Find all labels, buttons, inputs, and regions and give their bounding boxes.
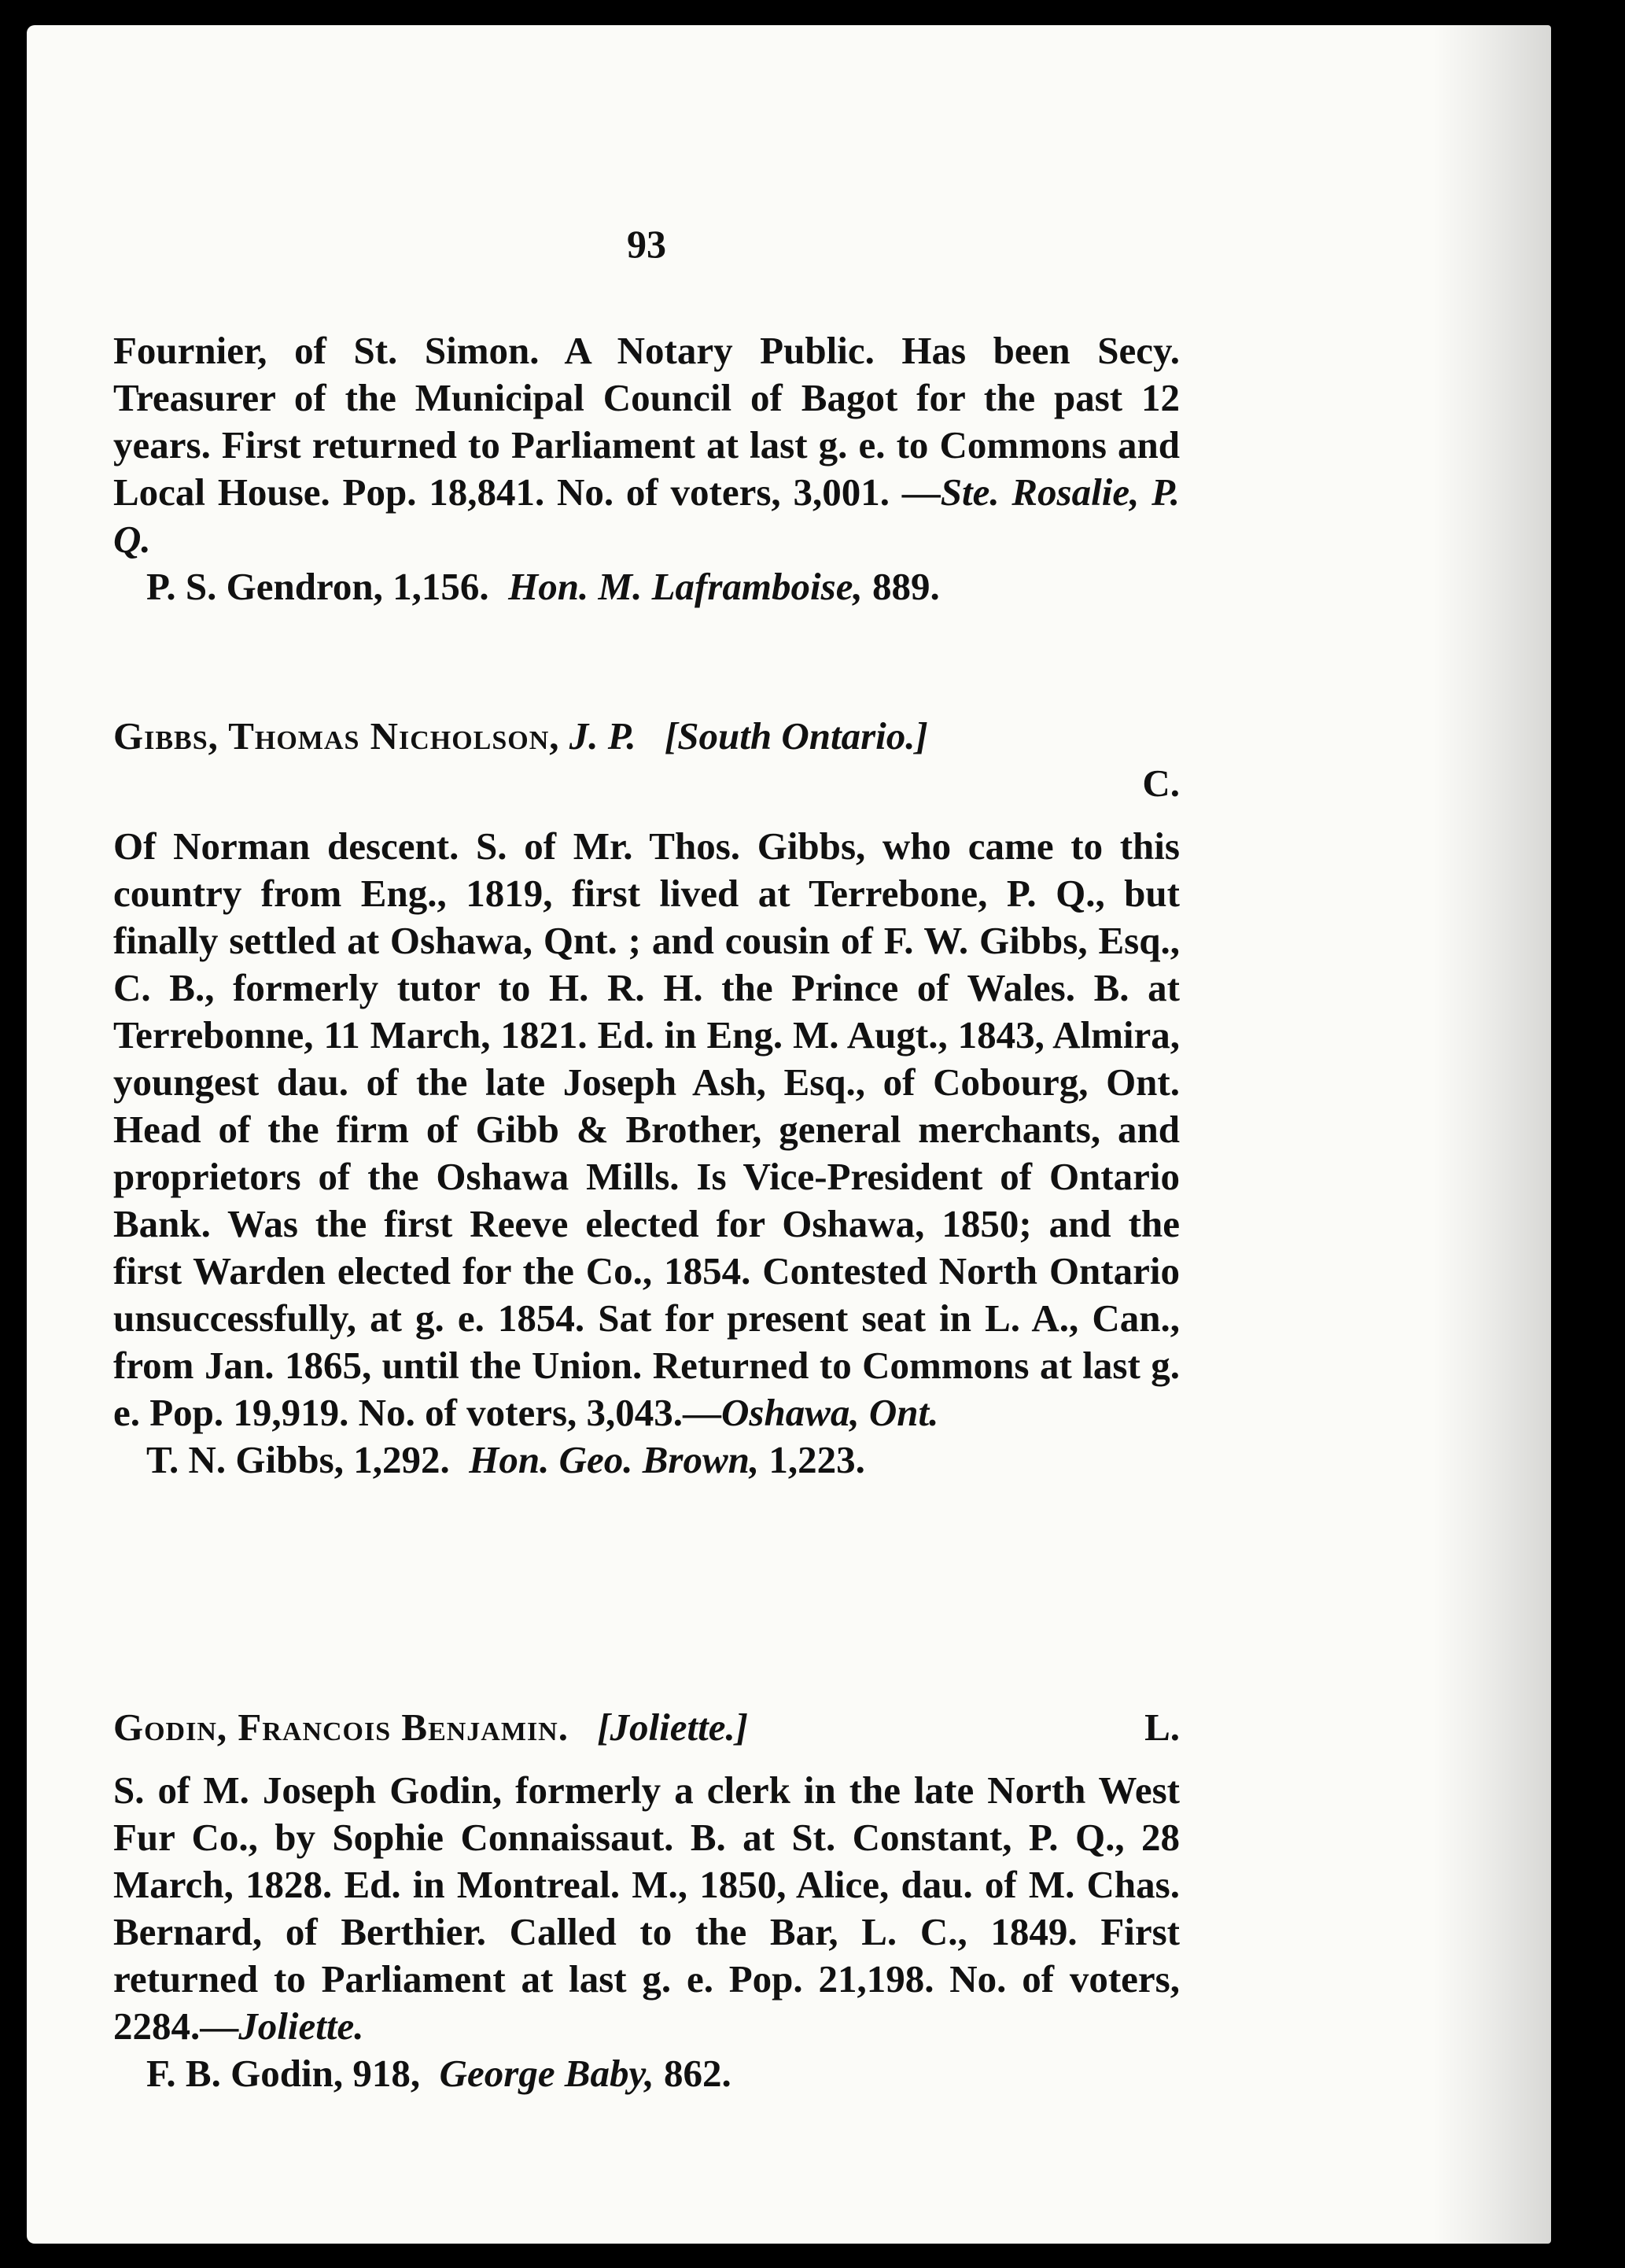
fournier-paragraph [113,327,1180,563]
gibbs-place: Oshawa, Ont. [721,1391,939,1434]
gibbs-title: J. P. [569,714,636,758]
godin-vote-loser-count: 862. [663,2052,731,2095]
fournier-vote-loser-count: 889. [871,565,940,608]
godin-entry [113,1767,1180,2097]
page-edge-shadow [1433,25,1551,2244]
fournier-entry [113,327,1180,610]
gibbs-party: C. [1142,762,1180,805]
godin-name: Godin, Francois Benjamin. [113,1706,569,1749]
gibbs-vote-winner: T. N. Gibbs, 1,292. [146,1438,450,1481]
godin-paragraph [113,1767,1180,2050]
gibbs-paragraph [113,823,1180,1436]
godin-vote [113,2050,1180,2097]
fournier-vote [113,563,1180,610]
fournier-vote-loser-name: Hon. M. Laframboise, [508,565,863,608]
godin-riding: [Joliette.] [597,1706,749,1749]
godin-place: Joliette. [238,2004,364,2048]
fournier-vote-winner: P. S. Gendron, 1,156. [146,565,489,608]
gibbs-vote-loser-count: 1,223. [768,1438,865,1481]
gibbs-riding: [South Ontario.] [664,714,928,758]
godin-heading [113,1704,1180,1751]
godin-text: S. of M. Joseph Godin, formerly a clerk in the late North West Fur Co., by Sophie Connaissaut. B. at St. Constant, P. Q., 28 March, 1828. Ed. in Montreal. M., 1850, Alice, dau. of M. Chas. Bernard, of Berthier. Called to the Bar, L. C., 1849. First returned to Parliament at last g. e. Pop. 21,198. No. of voters, 2284.— [113,1768,1180,2048]
gibbs-text: Of Norman descent. S. of Mr. Thos. Gibbs, who came to this country from Eng., 1819, first lived at Terrebone, P. Q., but finally settled at Oshawa, Qnt. ; and cousin of F. W. Gibbs, Esq., C. B., formerly tutor to H. R. H. the Prince of Wales. B. at Terrebonne, 11 March, 1821. Ed. in Eng. M. Augt., 1843, Almira, youngest dau. of the late Joseph Ash, Esq., of Cobourg, Ont. Head of the firm of Gibb & Brother, general merchants, and proprietors of the Oshawa Mills. Is Vice-President of Ontario Bank. Was the first Reeve elected for Oshawa, 1850; and the first Warden elected for the Co., 1854. Contested North Ontario unsuccessfully, at g. e. 1854. Sat for present seat in L. A., Can., from Jan. 1865, until the Union. Returned to Commons at last g. e. Pop. 19,919. No. of voters, 3,043.— [113,824,1180,1434]
book-page [27,25,1551,2244]
fournier-text: Fournier, of St. Simon. A Notary Public. Has been Secy. Treasurer of the Municipal Council of Bagot for the past 12 years. First returned to Parliament at last g. e. to Commons and Local House. Pop. 18,841. No. of voters, 3,001. — [113,329,1180,514]
gibbs-heading [113,713,1180,760]
gibbs-vote-loser-name: Hon. Geo. Brown, [469,1438,760,1481]
fournier-place: Ste. Rosalie, P. Q. [113,470,1180,561]
godin-party: L. [1144,1706,1180,1749]
gibbs-vote [113,1436,1180,1484]
gibbs-entry [113,823,1180,1484]
page-number: 93 [627,222,666,266]
godin-vote-loser-name: George Baby, [439,2052,654,2095]
gibbs-name: Gibbs, Thomas Nicholson, [113,714,560,758]
godin-vote-winner: F. B. Godin, 918, [146,2052,421,2095]
